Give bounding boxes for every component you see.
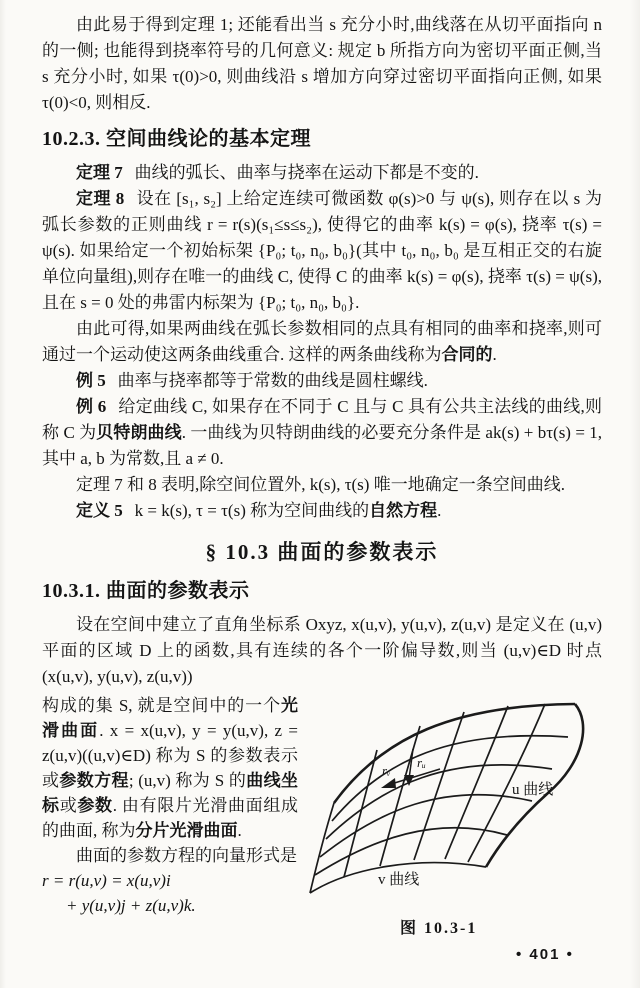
surface-seg-9: . 由有限片光滑曲面组成的曲面, 称为 [42,796,299,840]
curvilinear-coords-term: 曲线坐标 [42,771,298,815]
page-number: • 401 • [516,946,574,963]
theorem-7-8-summary-text: 定理 7 和 8 表明,除空间位置外, k(s), τ(s) 唯一地确定一条空间曲线. [76,475,565,494]
mesh-boundary [310,704,583,893]
theorem-7-text: 曲线的弧长、曲率与挠率在运动下都是不变的. [134,163,479,182]
surface-seg-5: ; (u,v) 称为 S 的 [128,771,247,790]
text-figure-wrap [42,693,602,941]
example-5-text: 曲率与挠率都等于常数的曲线是圆柱螺线. [117,371,428,390]
theorem-7-8-summary [42,472,602,498]
bertrand-term: 贝特朗曲线 [96,423,182,442]
figure-10-3-1 [298,693,602,941]
smooth-surface-term: 光滑曲面 [42,696,298,740]
vector-form-intro: 曲面的参数方程的向量形式是 [76,846,297,865]
surface-seg-1: 构成的集 S, 就是空间中的一个 [42,696,281,715]
example-6-text-pre: 给定曲线 C, 如果存在不同于 C 且与 C 具有公共主法线的曲线,则称 C 为 [42,397,603,442]
parametric-equation-term: 参数方程 [59,771,129,790]
section-heading-10-3: § 10.3 曲面的参数表示 [205,540,439,564]
figure-caption: 图 10.3-1 [400,920,478,937]
example-5-label: 例 5 [76,371,106,390]
definition-5-paragraph [42,498,602,524]
surface-intro-text: 设在空间中建立了直角坐标系 Oxyz, x(u,v), y(u,v), z(u,v) 是定义在 (u,v) 平面的区域 D 上的函数,具有连续的各个一阶偏导数,则当 (u,v)∈D 时点 (x(u,v), y(u,v), z(u,v)) [42,615,602,686]
u-curves [315,736,568,875]
surface-definition-paragraph [42,693,298,843]
example-5-paragraph [42,368,602,394]
natural-equation-term: 自然方程 [369,501,438,520]
surface-seg-7: 或 [59,796,78,815]
subsection-heading-10-3-1: 10.3.1. 曲面的参数表示 [42,580,250,602]
theorem-8-paragraph [42,186,602,316]
example-6-paragraph [42,394,602,472]
congruent-term: 合同的 [441,345,493,364]
surface-intro-paragraph [42,612,602,690]
theorem-8-text: 设在 [s₁, s₂] 上给定连续可微函数 φ(s)>0 与 ψ(s), 则存在以 s 为弧长参数的正则曲线 r = r(s)(s₁≤s≤s₂), 使得它的曲率 k(s) = φ(s), 挠率 τ(s) = ψ(s). 如果给定一个初始标架 {P₀; t₀, n₀, b₀}(其中 t₀, n₀, b₀ 是互相正交的右旋单位向量组),则存在唯一的曲线 C, 使得 C 的曲率 k(s) = φ(s), 挠率 τ(s) = ψ(s), 且在 s = 0 处的弗雷内标架为 {P₀; t₀, n₀, b₀}. [42,189,602,312]
example-6-label: 例 6 [76,397,107,416]
theorem-7-label: 定理 7 [76,163,123,182]
intro-paragraph [42,12,602,116]
surface-mesh-figure [302,691,602,941]
theorem-8-label: 定理 8 [76,189,125,208]
example-6-text-post: . 一曲线为贝特朗曲线的必要充分条件是 ak(s) + bτ(s) = 1, 其中 a, b 为常数,且 a ≠ 0. [42,423,603,468]
surface-definition-column [42,693,298,941]
congruent-text-pre: 由此可得,如果两曲线在弧长参数相同的点具有相同的曲率和挠率,则可通过一个运动使这两条曲线重合. 这样的两条曲线称为 [42,319,602,364]
surface-seg-11: . [237,821,242,840]
rv-vector-label: rᵥ [382,763,391,778]
definition-5-label: 定义 5 [76,501,123,520]
u-curve-label: u 曲线 [512,782,554,798]
vector-formula-line-1: r = r(u,v) = x(u,v)i [42,871,171,890]
definition-5-text-pre: k = k(s), τ = τ(s) 称为空间曲线的 [134,501,370,520]
section-heading-10-2-3: 10.2.3. 空间曲线论的基本定理 [42,128,311,150]
piecewise-smooth-term: 分片光滑曲面 [135,821,238,840]
vector-formula-line-2: + y(u,v)j + z(u,v)k. [66,896,196,915]
congruent-text-post: . [492,345,497,364]
definition-5-text-post: . [437,501,442,520]
surface-seg-3: . x = x(u,v), y = y(u,v), z = z(u,v)((u,v)∈D) 称为 S 的参数表示或 [42,721,299,790]
parameter-term: 参数 [77,796,113,815]
theorem-7-paragraph [42,160,602,186]
ru-vector-label: rᵤ [417,755,426,770]
intro-paragraph-text: 由此易于得到定理 1; 还能看出当 s 充分小时,曲线落在从切平面指向 n 的一侧; 也能得到挠率符号的几何意义: 规定 b 所指方向为密切平面正侧,当 s 充分小时, 如果 τ(0)>0, 则曲线沿 s 增加方向穿过密切平面指向正侧, 如果 τ(0)<0, 则相反. [42,15,602,112]
congruent-paragraph [42,316,602,368]
v-curve-label: v 曲线 [378,872,420,888]
